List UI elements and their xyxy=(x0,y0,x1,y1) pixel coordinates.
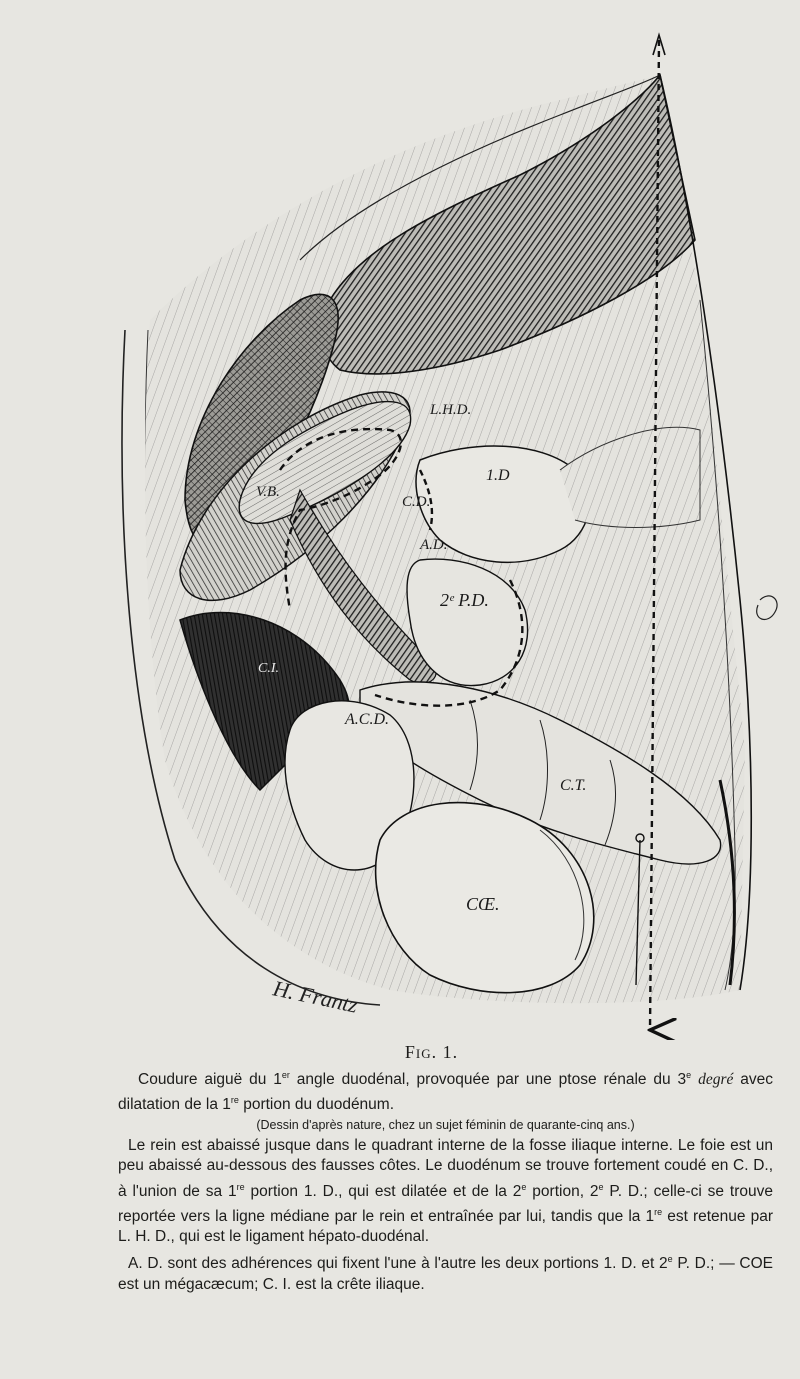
caption-title xyxy=(118,1065,773,1115)
label-ad: A.D. xyxy=(420,537,448,553)
spiral-detail xyxy=(757,596,777,620)
label-cd: C.D. xyxy=(402,494,431,510)
label-lhd: L.H.D. xyxy=(430,402,472,418)
label-vb: V.B. xyxy=(256,484,280,500)
label-ci: C.I. xyxy=(258,661,279,676)
figure-caption xyxy=(118,1042,773,1297)
p1-b: portion 1. D., qui est dilatée et de la 2 xyxy=(244,1182,522,1200)
caption-sup2: e xyxy=(686,1070,692,1080)
body-paragraph-2 xyxy=(118,1249,773,1295)
body-paragraph-1 xyxy=(118,1136,773,1247)
label-ct: C.T. xyxy=(560,777,587,794)
caption-title-em: degré xyxy=(698,1071,734,1088)
caption-sup1: er xyxy=(281,1070,290,1080)
figure-number xyxy=(90,1042,773,1063)
p1-e: est retenue par L. H. D., qui est le ligament hépato-duodénal. xyxy=(118,1207,773,1246)
artist-signature: H. Frantz xyxy=(270,975,360,1018)
p1-d: P. D.; celle-ci se trouve reportée vers la ligne médiane par le rein et entraînée par lui, tandis que la 1 xyxy=(118,1182,774,1225)
p2-b: P. D.; — COE est un mégacæcum; C. I. est la crête iliaque. xyxy=(118,1255,773,1293)
label-2pd: 2ᵉ P.D. xyxy=(440,590,489,610)
p1-sup2: e xyxy=(521,1181,527,1192)
figure-index: 1. xyxy=(442,1042,459,1062)
label-coe: CŒ. xyxy=(466,894,500,914)
caption-note: (Dessin d'après nature, chez un sujet féminin de quarante-cinq ans.) xyxy=(256,1118,635,1132)
caption-title-part2: angle duodénal, provoquée par une ptose rénale du 3 xyxy=(289,1071,687,1088)
p1-a: Le rein est abaissé jusque dans le quadrant interne de la fosse iliaque interne. Le foie est un peu abaissé au-dessous des fausses côtes. Le duodénum se trouve fortement coudé en C. D., à l'union de sa 1 xyxy=(118,1137,773,1200)
p2-sup1: e xyxy=(667,1254,673,1265)
label-acd: A.C.D. xyxy=(345,711,389,728)
caption-title-part1: Coudure aiguë du 1 xyxy=(138,1071,282,1088)
p1-c: portion, 2 xyxy=(526,1182,599,1200)
label-1d: 1.D xyxy=(486,467,510,484)
p1-sup4: re xyxy=(654,1206,663,1217)
caption-sup3: re xyxy=(230,1095,239,1105)
caption-title-part4: portion du duodénum. xyxy=(238,1096,395,1113)
p1-sup1: re xyxy=(236,1181,245,1192)
p2-a: A. D. sont des adhérences qui fixent l'une à l'autre les deux portions 1. D. et 2 xyxy=(128,1255,668,1273)
p1-sup3: e xyxy=(598,1181,604,1192)
figure-prefix: Fig. xyxy=(404,1042,438,1062)
caption-title-part3: avec dilatation de la 1 xyxy=(118,1071,773,1113)
